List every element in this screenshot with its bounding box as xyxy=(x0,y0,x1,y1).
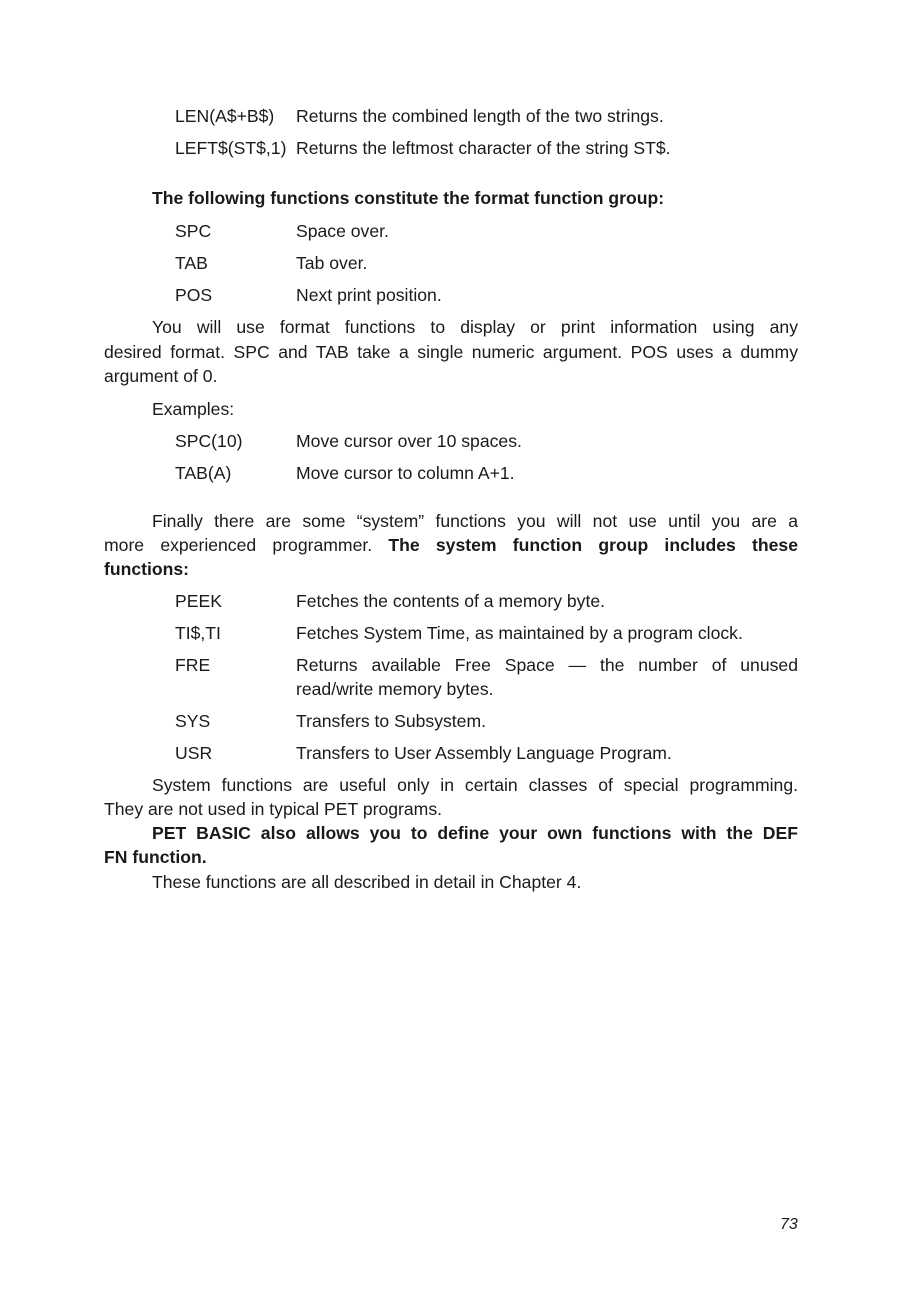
format-function-term: TAB xyxy=(175,253,208,273)
format-function-term: POS xyxy=(175,285,213,305)
system-function-desc: Transfers to User Assembly Language Program. xyxy=(296,743,672,763)
system-paragraph-line: functions: xyxy=(104,559,190,579)
example-desc: Move cursor to column A+1. xyxy=(296,463,515,483)
format-group-heading: The following functions constitute the format function group: xyxy=(152,188,665,208)
format-paragraph-line: argument of 0. xyxy=(104,366,218,386)
example-term: TAB(A) xyxy=(175,463,232,483)
examples-label: Examples: xyxy=(152,399,235,419)
system-function-desc: Returns available Free Space — the number of unused xyxy=(296,655,798,675)
system-paragraph-line xyxy=(104,533,798,557)
page-number: 73 xyxy=(780,1216,798,1233)
format-function-desc: Tab over. xyxy=(296,253,368,273)
format-paragraph-line: desired format. SPC and TAB take a single numeric argument. POS uses a dummy xyxy=(104,342,798,362)
system-function-term: FRE xyxy=(175,655,211,675)
useful-paragraph-line: System functions are useful only in certain classes of special programming. xyxy=(152,775,798,795)
string-example-desc: Returns the combined length of the two strings. xyxy=(296,106,664,126)
system-function-term: SYS xyxy=(175,711,211,731)
system-paragraph-plain: more experienced programmer. xyxy=(104,535,373,555)
system-function-desc: Fetches System Time, as maintained by a program clock. xyxy=(296,623,743,643)
system-function-desc-cont: read/write memory bytes. xyxy=(296,679,494,699)
format-function-desc: Space over. xyxy=(296,221,389,241)
system-function-term: PEEK xyxy=(175,591,222,611)
string-example-desc: Returns the leftmost character of the string ST$. xyxy=(296,138,671,158)
def-fn-paragraph-line: FN function. xyxy=(104,847,207,867)
system-paragraph-line: Finally there are some “system” functions you will not use until you are a xyxy=(152,511,798,531)
string-example-term: LEN(A$+B$) xyxy=(175,106,275,126)
format-paragraph-line: You will use format functions to display or print information using any xyxy=(152,317,798,337)
closing-sentence: These functions are all described in detail in Chapter 4. xyxy=(152,872,582,892)
system-function-term: TI$,TI xyxy=(175,623,221,643)
example-desc: Move cursor over 10 spaces. xyxy=(296,431,522,451)
system-function-desc: Fetches the contents of a memory byte. xyxy=(296,591,606,611)
system-function-desc: Transfers to Subsystem. xyxy=(296,711,487,731)
example-term: SPC(10) xyxy=(175,431,243,451)
useful-paragraph-line: They are not used in typical PET programs. xyxy=(104,799,443,819)
format-function-desc: Next print position. xyxy=(296,285,442,305)
system-paragraph-bold: The system function group includes these xyxy=(388,535,798,555)
string-example-term: LEFT$(ST$,1) xyxy=(175,138,287,158)
system-function-term: USR xyxy=(175,743,213,763)
def-fn-paragraph-line: PET BASIC also allows you to define your own functions with the DEF xyxy=(152,823,798,843)
format-function-term: SPC xyxy=(175,221,212,241)
